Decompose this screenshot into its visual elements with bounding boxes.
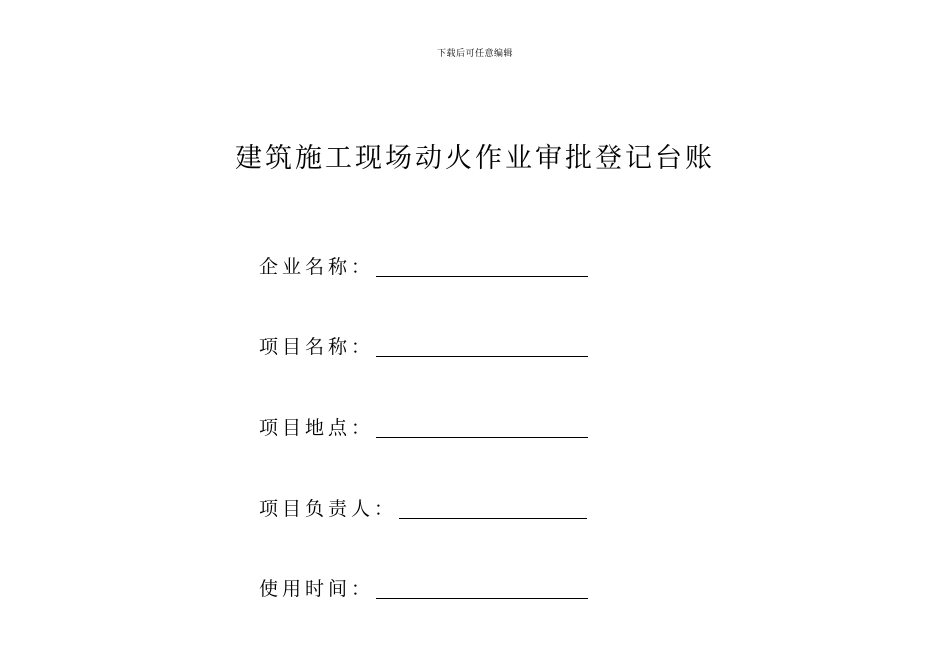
field-project-name [259,328,588,358]
field-label: 项目负责人： [259,498,398,520]
header-note: 下载后可任意编辑 [436,49,513,59]
document-title: 建筑施工现场动火作业审批登记台账 [235,143,715,174]
usage-time-blank[interactable] [376,578,588,599]
project-location-blank[interactable] [376,417,588,438]
company-name-blank[interactable] [376,256,588,277]
project-manager-blank[interactable] [399,498,587,519]
field-label: 使用时间： [259,578,375,600]
field-project-manager [259,490,587,520]
field-label: 企业名称： [259,256,375,278]
field-company-name [259,248,588,278]
field-usage-time [259,570,588,600]
field-label: 项目名称： [259,336,375,358]
project-name-blank[interactable] [376,336,588,357]
field-project-location [259,409,588,439]
field-label: 项目地点： [259,417,375,439]
